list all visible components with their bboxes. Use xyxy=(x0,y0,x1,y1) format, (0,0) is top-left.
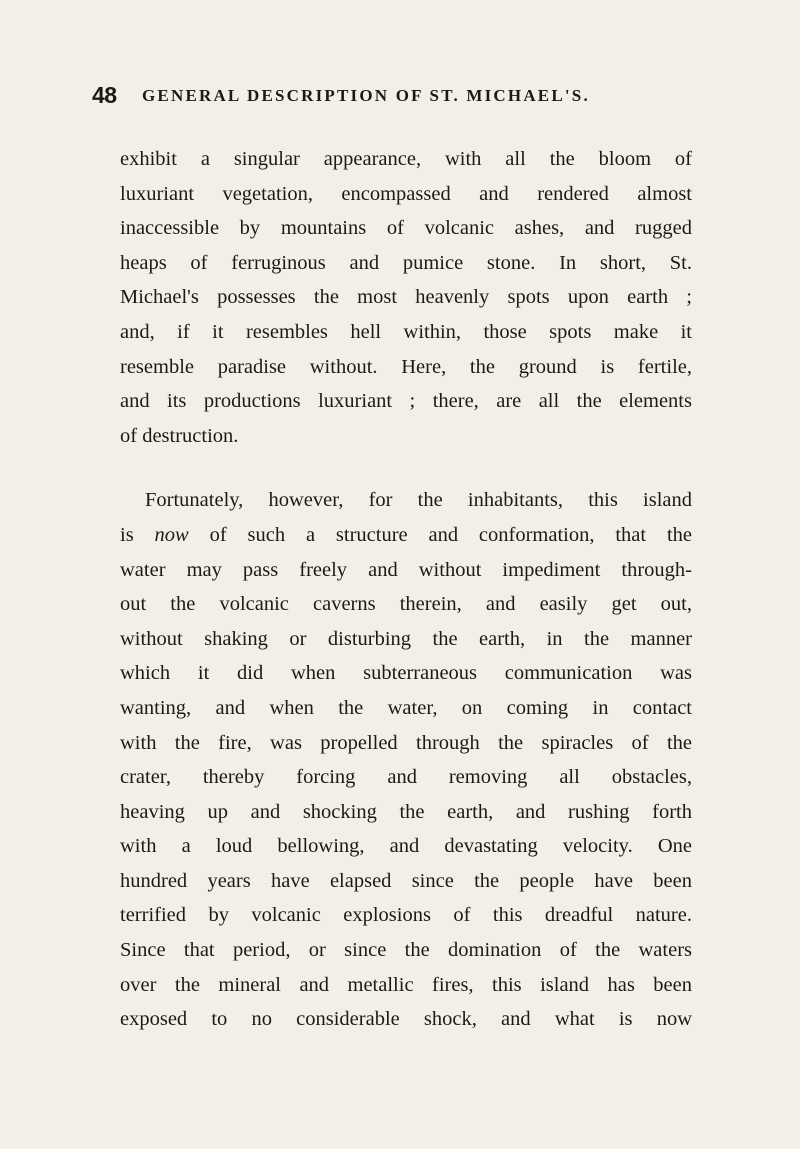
text-line: Michael's possesses the most heavenly spots upon earth ; xyxy=(120,286,692,309)
text-line: terrified by volcanic explosions of this dreadful nature. xyxy=(120,904,692,927)
text-line: of destruction. xyxy=(120,424,239,447)
text-line: without shaking or disturbing the earth, in the manner xyxy=(120,627,692,650)
text-line: Since that period, or since the domination of the waters xyxy=(120,939,692,962)
text-line-with-italic xyxy=(120,518,692,553)
text-line: with the fire, was propelled through the spiracles of the xyxy=(120,731,692,754)
paragraph-gap xyxy=(120,453,692,483)
text-line: Fortunately, however, for the inhabitants, this island xyxy=(145,489,692,512)
text-line: out the volcanic caverns therein, and easily get out, xyxy=(120,593,692,616)
text-line: luxuriant vegetation, encompassed and rendered almost xyxy=(120,182,692,205)
text-line: wanting, and when the water, on coming in contact xyxy=(120,696,692,719)
text-line: with a loud bellowing, and devastating velocity. One xyxy=(120,835,692,858)
text-line: and, if it resembles hell within, those spots make it xyxy=(120,320,692,343)
text-line: water may pass freely and without impediment through- xyxy=(120,558,692,581)
text-line: heaps of ferruginous and pumice stone. In short, St. xyxy=(120,251,692,274)
text-line: crater, thereby forcing and removing all obstacles, xyxy=(120,766,692,789)
running-head xyxy=(92,82,712,112)
page-number: 48 xyxy=(92,82,117,108)
text-line: inaccessible by mountains of volcanic ashes, and rugged xyxy=(120,217,692,240)
text-line: heaving up and shocking the earth, and rushing forth xyxy=(120,800,692,823)
body-text xyxy=(120,142,692,1037)
text-line: exposed to no considerable shock, and what is now xyxy=(120,1008,692,1031)
running-head-title: GENERAL DESCRIPTION OF ST. MICHAEL'S. xyxy=(142,86,590,105)
text-line: and its productions luxuriant ; there, are all the elements xyxy=(120,390,692,413)
text-line: which it did when subterraneous communication was xyxy=(120,662,692,685)
text-line: exhibit a singular appearance, with all the bloom of xyxy=(120,148,692,170)
text-line: hundred years have elapsed since the people have been xyxy=(120,869,692,892)
text-run: is xyxy=(120,523,155,546)
italic-word: now xyxy=(154,523,189,546)
text-line: over the mineral and metallic fires, this island has been xyxy=(120,973,692,996)
text-run: of such a structure and conformation, that the xyxy=(188,523,692,546)
text-line: resemble paradise without. Here, the ground is fertile, xyxy=(120,355,692,378)
